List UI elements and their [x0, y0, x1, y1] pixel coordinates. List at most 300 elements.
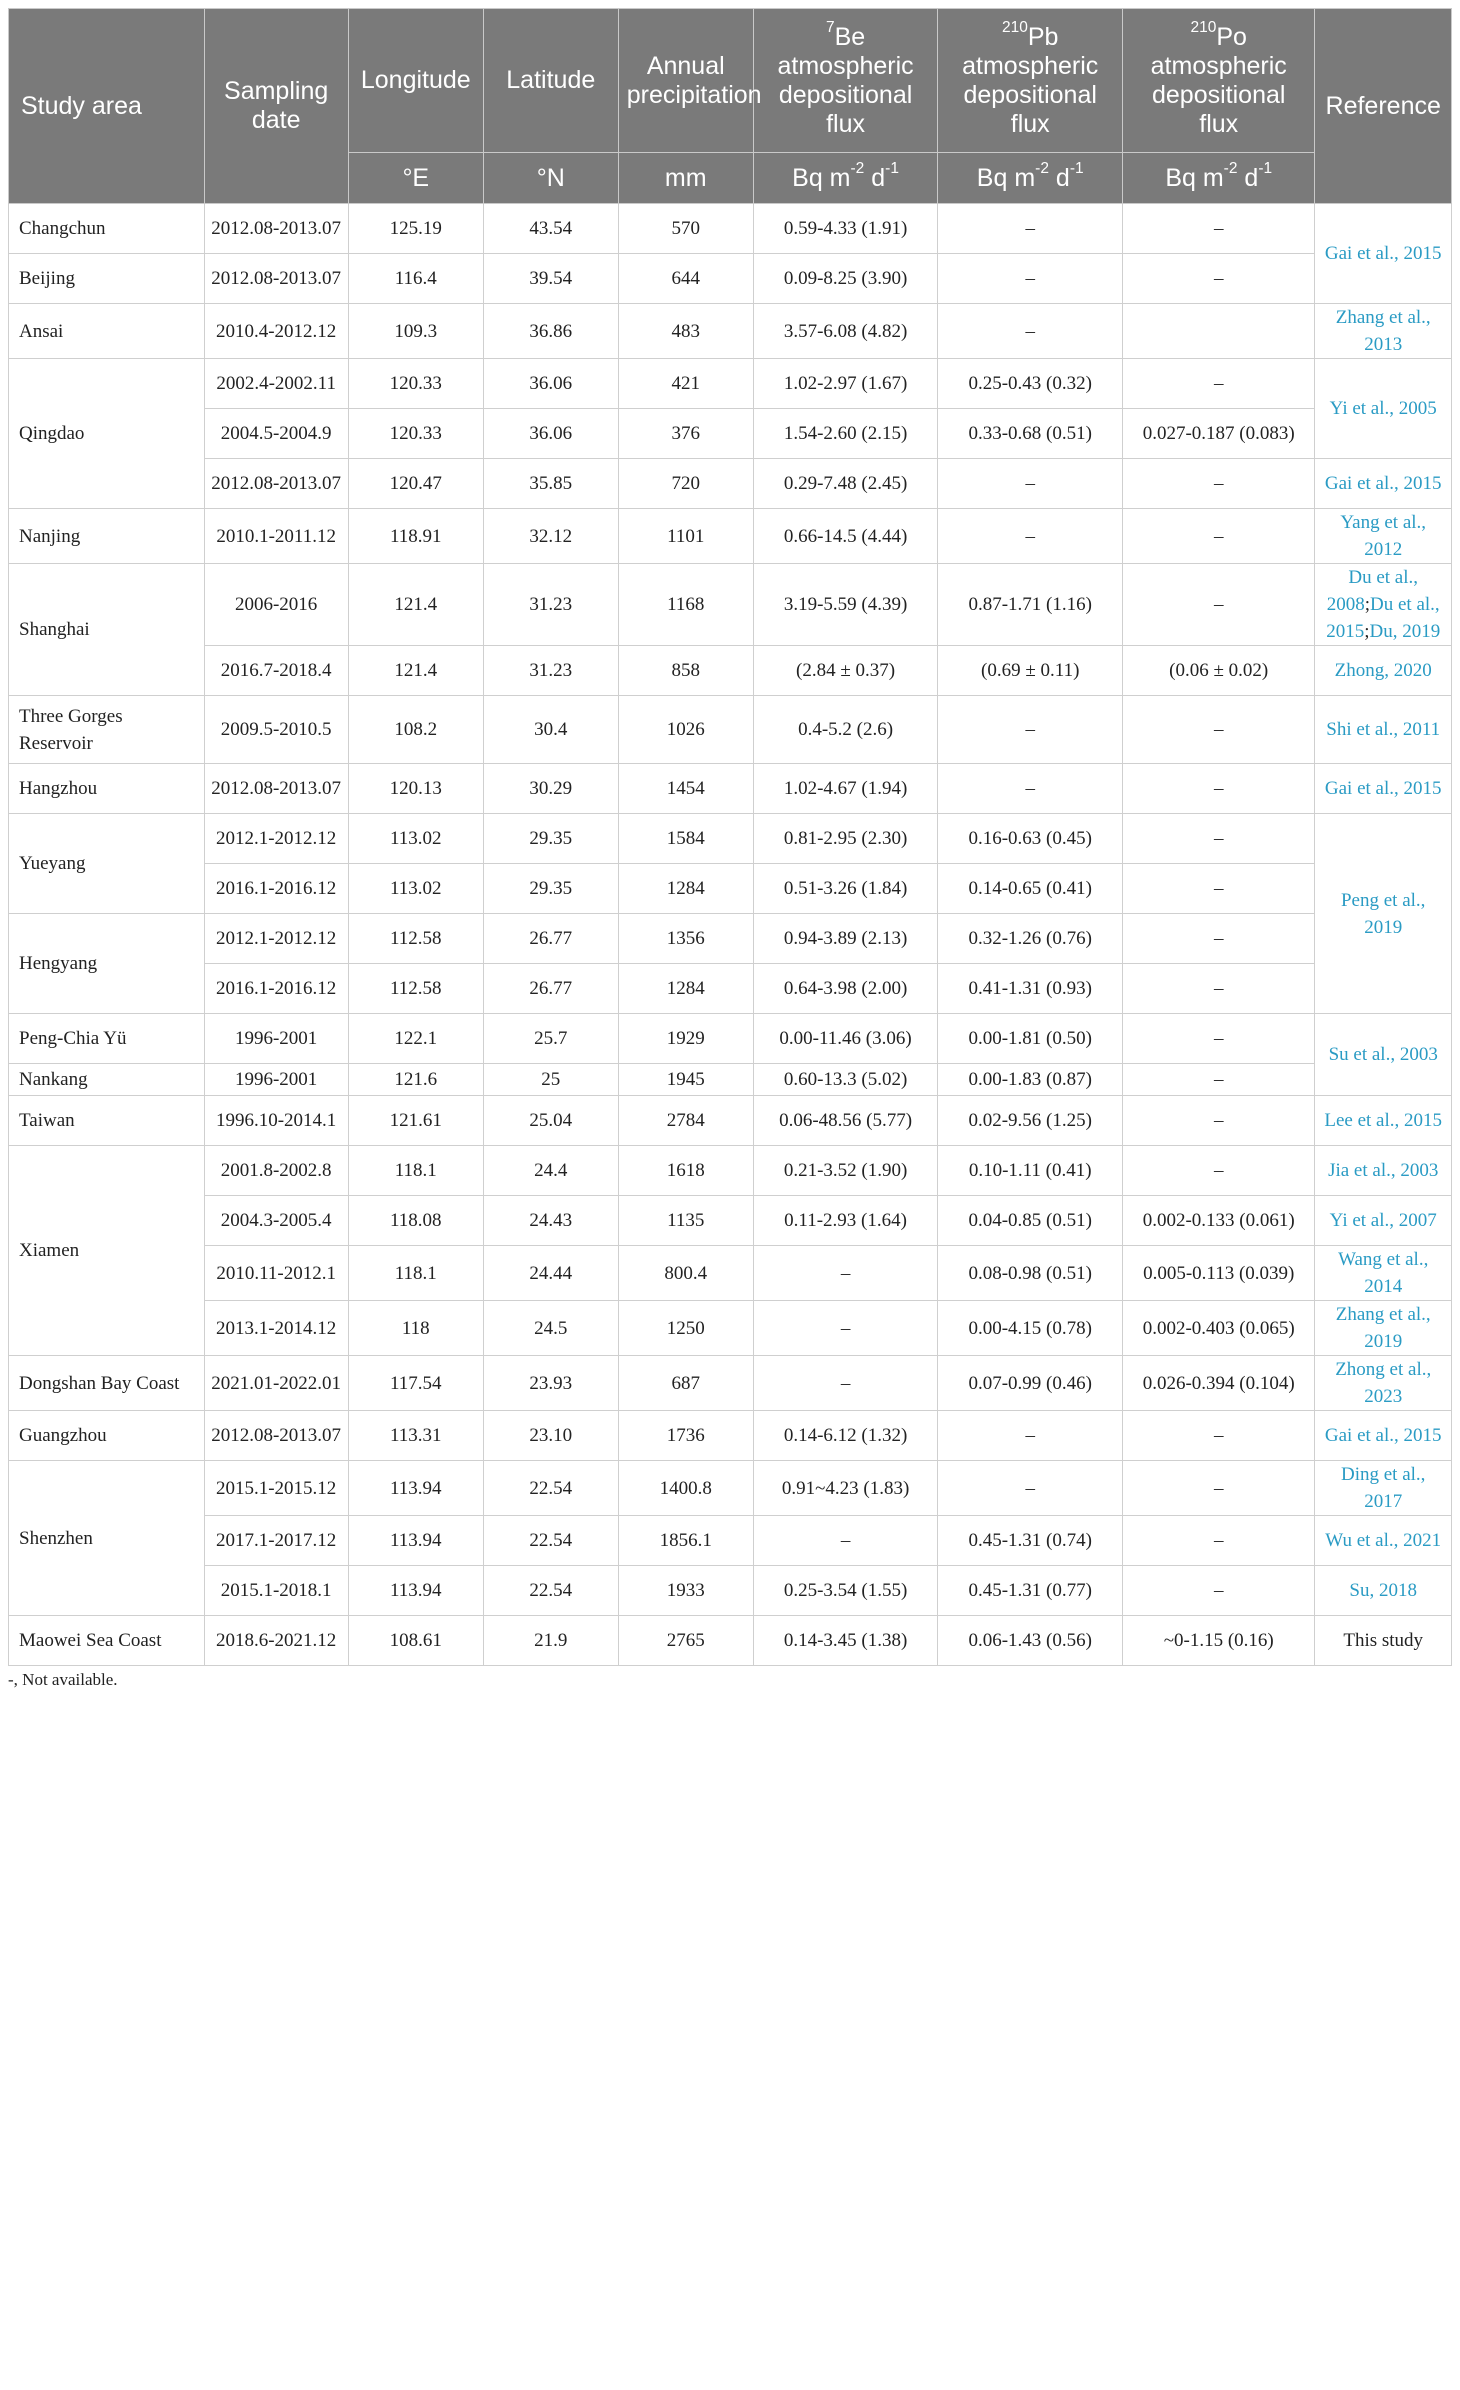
cell-po210-flux: –: [1123, 1566, 1315, 1616]
cell-pb210-flux: 0.45-1.31 (0.74): [938, 1516, 1123, 1566]
cell-reference: [1315, 204, 1452, 304]
cell-sampling-date: 2012.08-2013.07: [204, 459, 348, 509]
cell-be7-flux: 0.4-5.2 (2.6): [753, 696, 938, 764]
cell-longitude: 112.58: [348, 914, 483, 964]
table-body: [9, 204, 1452, 1666]
cell-pb210-flux: 0.41-1.31 (0.93): [938, 964, 1123, 1014]
cell-study-area: Yueyang: [9, 814, 205, 914]
unit-po210-flux: Bq $m^{-2}$ $d^{-1}$: [1123, 153, 1315, 204]
header-po210-flux: [1123, 9, 1315, 153]
cell-be7-flux: 0.91~4.23 (1.83): [753, 1461, 938, 1516]
cell-study-area: Guangzhou: [9, 1411, 205, 1461]
cell-study-area: Three Gorges Reservoir: [9, 696, 205, 764]
cell-reference: [1315, 459, 1452, 509]
cell-study-area: Ansai: [9, 304, 205, 359]
cell-longitude: 118.1: [348, 1146, 483, 1196]
table-row: [9, 1014, 1452, 1064]
table-row: [9, 1096, 1452, 1146]
cell-longitude: 113.94: [348, 1461, 483, 1516]
cell-pb210-flux: 0.14-0.65 (0.41): [938, 864, 1123, 914]
header-pb210-flux: [938, 9, 1123, 153]
cell-study-area: Dongshan Bay Coast: [9, 1356, 205, 1411]
cell-po210-flux: –: [1123, 696, 1315, 764]
cell-study-area: Maowei Sea Coast: [9, 1616, 205, 1666]
cell-study-area: Shanghai: [9, 564, 205, 696]
cell-po210-flux: –: [1123, 1411, 1315, 1461]
cell-po210-flux: 0.026-0.394 (0.104): [1123, 1356, 1315, 1411]
cell-latitude: 22.54: [483, 1461, 618, 1516]
cell-reference: [1315, 814, 1452, 1014]
cell-longitude: 121.61: [348, 1096, 483, 1146]
cell-latitude: 25: [483, 1064, 618, 1096]
cell-po210-flux: 0.027-0.187 (0.083): [1123, 409, 1315, 459]
cell-latitude: 32.12: [483, 509, 618, 564]
cell-latitude: 30.29: [483, 764, 618, 814]
reference-link[interactable]: Wang et al., 2014: [1338, 1249, 1429, 1297]
cell-longitude: 113.94: [348, 1516, 483, 1566]
cell-precipitation: 1929: [618, 1014, 753, 1064]
cell-be7-flux: 3.57-6.08 (4.82): [753, 304, 938, 359]
header-latitude: Latitude: [483, 9, 618, 153]
cell-latitude: 22.54: [483, 1516, 618, 1566]
cell-study-area: Nanjing: [9, 509, 205, 564]
cell-latitude: 24.44: [483, 1246, 618, 1301]
cell-precipitation: 720: [618, 459, 753, 509]
cell-reference: [1315, 1516, 1452, 1566]
cell-reference: [1315, 764, 1452, 814]
cell-longitude: 113.02: [348, 814, 483, 864]
reference-link[interactable]: Zhang et al., 2013: [1335, 307, 1431, 355]
cell-precipitation: 858: [618, 646, 753, 696]
cell-po210-flux: ~0-1.15 (0.16): [1123, 1616, 1315, 1666]
table-row: [9, 304, 1452, 359]
cell-pb210-flux: 0.10-1.11 (0.41): [938, 1146, 1123, 1196]
cell-sampling-date: 2010.11-2012.1: [204, 1246, 348, 1301]
cell-longitude: 120.13: [348, 764, 483, 814]
cell-be7-flux: –: [753, 1356, 938, 1411]
cell-precipitation: 1400.8: [618, 1461, 753, 1516]
cell-longitude: 121.6: [348, 1064, 483, 1096]
cell-pb210-flux: –: [938, 696, 1123, 764]
cell-sampling-date: 2017.1-2017.12: [204, 1516, 348, 1566]
cell-pb210-flux: –: [938, 254, 1123, 304]
cell-be7-flux: 0.59-4.33 (1.91): [753, 204, 938, 254]
cell-precipitation: 687: [618, 1356, 753, 1411]
cell-reference: [1315, 564, 1452, 646]
pb210-superscript: 210: [1001, 18, 1028, 36]
cell-longitude: 108.2: [348, 696, 483, 764]
table-row: [9, 1616, 1452, 1666]
cell-sampling-date: 2012.08-2013.07: [204, 764, 348, 814]
cell-pb210-flux: –: [938, 764, 1123, 814]
cell-study-area: Hangzhou: [9, 764, 205, 814]
table-row: [9, 1461, 1452, 1516]
cell-be7-flux: –: [753, 1301, 938, 1356]
reference-link[interactable]: Yi et al., 2005: [1329, 398, 1437, 419]
cell-pb210-flux: –: [938, 459, 1123, 509]
reference-link[interactable]: Gai et al., 2015: [1324, 1425, 1442, 1446]
table-row: [9, 254, 1452, 304]
cell-sampling-date: 2004.3-2005.4: [204, 1196, 348, 1246]
table-row: [9, 964, 1452, 1014]
cell-longitude: 120.33: [348, 409, 483, 459]
cell-sampling-date: 1996-2001: [204, 1064, 348, 1096]
cell-sampling-date: 2002.4-2002.11: [204, 359, 348, 409]
cell-longitude: 117.54: [348, 1356, 483, 1411]
cell-latitude: 23.93: [483, 1356, 618, 1411]
cell-sampling-date: 2010.1-2011.12: [204, 509, 348, 564]
table-row: [9, 1356, 1452, 1411]
cell-pb210-flux: (0.69 ± 0.11): [938, 646, 1123, 696]
header-study-area: Study area: [9, 9, 205, 204]
cell-latitude: 24.5: [483, 1301, 618, 1356]
cell-po210-flux: –: [1123, 864, 1315, 914]
cell-precipitation: 644: [618, 254, 753, 304]
cell-reference: [1315, 509, 1452, 564]
table-row: [9, 1411, 1452, 1461]
cell-reference: [1315, 1246, 1452, 1301]
reference-link[interactable]: Yang et al., 2012: [1340, 512, 1427, 560]
cell-be7-flux: 0.14-6.12 (1.32): [753, 1411, 938, 1461]
cell-study-area: Qingdao: [9, 359, 205, 509]
cell-longitude: 118: [348, 1301, 483, 1356]
cell-sampling-date: 2016.1-2016.12: [204, 964, 348, 1014]
cell-precipitation: 1026: [618, 696, 753, 764]
cell-reference: [1315, 1196, 1452, 1246]
cell-reference: [1315, 696, 1452, 764]
cell-reference: [1315, 304, 1452, 359]
cell-po210-flux: –: [1123, 509, 1315, 564]
cell-longitude: 108.61: [348, 1616, 483, 1666]
reference-link[interactable]: Peng et al., 2019: [1340, 889, 1426, 938]
cell-sampling-date: 2021.01-2022.01: [204, 1356, 348, 1411]
cell-precipitation: 2784: [618, 1096, 753, 1146]
cell-sampling-date: 2015.1-2015.12: [204, 1461, 348, 1516]
cell-study-area: Shenzhen: [9, 1461, 205, 1616]
cell-precipitation: 1736: [618, 1411, 753, 1461]
cell-reference: [1315, 1616, 1452, 1666]
cell-latitude: 39.54: [483, 254, 618, 304]
cell-po210-flux: –: [1123, 814, 1315, 864]
cell-be7-flux: 0.64-3.98 (2.00): [753, 964, 938, 1014]
cell-longitude: 120.47: [348, 459, 483, 509]
cell-po210-flux: 0.002-0.133 (0.061): [1123, 1196, 1315, 1246]
cell-sampling-date: 2004.5-2004.9: [204, 409, 348, 459]
cell-longitude: 121.4: [348, 564, 483, 646]
cell-pb210-flux: 0.02-9.56 (1.25): [938, 1096, 1123, 1146]
cell-po210-flux: –: [1123, 359, 1315, 409]
cell-pb210-flux: 0.06-1.43 (0.56): [938, 1616, 1123, 1666]
cell-latitude: 43.54: [483, 204, 618, 254]
cell-study-area: Hengyang: [9, 914, 205, 1014]
cell-longitude: 113.94: [348, 1566, 483, 1616]
cell-sampling-date: 1996-2001: [204, 1014, 348, 1064]
cell-be7-flux: 3.19-5.59 (4.39): [753, 564, 938, 646]
cell-precipitation: 1135: [618, 1196, 753, 1246]
cell-longitude: 116.4: [348, 254, 483, 304]
cell-po210-flux: [1123, 304, 1315, 359]
cell-be7-flux: 0.94-3.89 (2.13): [753, 914, 938, 964]
cell-latitude: 35.85: [483, 459, 618, 509]
table-row: [9, 1246, 1452, 1301]
reference-link[interactable]: Ding et al., 2017: [1340, 1464, 1426, 1512]
reference-link[interactable]: Gai et al., 2015: [1324, 473, 1442, 494]
cell-precipitation: 1284: [618, 864, 753, 914]
header-longitude: Longitude: [348, 9, 483, 153]
cell-precipitation: 1356: [618, 914, 753, 964]
cell-po210-flux: –: [1123, 914, 1315, 964]
table-row: [9, 914, 1452, 964]
cell-latitude: 26.77: [483, 964, 618, 1014]
cell-latitude: 31.23: [483, 646, 618, 696]
deposition-flux-table: [8, 8, 1452, 1666]
cell-sampling-date: 2015.1-2018.1: [204, 1566, 348, 1616]
cell-longitude: 121.4: [348, 646, 483, 696]
cell-be7-flux: –: [753, 1246, 938, 1301]
cell-longitude: 112.58: [348, 964, 483, 1014]
unit-be7-flux: Bq $m^{-2}$ $d^{-1}$: [753, 153, 938, 204]
table-row: [9, 1516, 1452, 1566]
reference-link[interactable]: Du, 2019: [1369, 621, 1441, 642]
unit-latitude: °N: [483, 153, 618, 204]
cell-precipitation: 1933: [618, 1566, 753, 1616]
cell-be7-flux: 0.66-14.5 (4.44): [753, 509, 938, 564]
cell-po210-flux: –: [1123, 1096, 1315, 1146]
reference-text: This study: [1343, 1630, 1424, 1651]
unit-pb210-flux: Bq $m^{-2}$ $d^{-1}$: [938, 153, 1123, 204]
cell-longitude: 113.31: [348, 1411, 483, 1461]
cell-be7-flux: 1.54-2.60 (2.15): [753, 409, 938, 459]
cell-reference: [1315, 1566, 1452, 1616]
cell-reference: [1315, 1461, 1452, 1516]
cell-be7-flux: 0.00-11.46 (3.06): [753, 1014, 938, 1064]
cell-po210-flux: 0.005-0.113 (0.039): [1123, 1246, 1315, 1301]
po210-label: Po atmospheric depositional flux: [1150, 22, 1287, 138]
table-row: [9, 509, 1452, 564]
cell-longitude: 118.1: [348, 1246, 483, 1301]
cell-pb210-flux: –: [938, 1461, 1123, 1516]
cell-be7-flux: 0.29-7.48 (2.45): [753, 459, 938, 509]
cell-study-area: Taiwan: [9, 1096, 205, 1146]
cell-sampling-date: 2012.08-2013.07: [204, 1411, 348, 1461]
cell-precipitation: 1618: [618, 1146, 753, 1196]
cell-pb210-flux: 0.16-0.63 (0.45): [938, 814, 1123, 864]
reference-link[interactable]: Zhong et al., 2023: [1335, 1359, 1432, 1407]
reference-link[interactable]: Gai et al., 2015: [1324, 778, 1442, 799]
cell-precipitation: 570: [618, 204, 753, 254]
cell-po210-flux: –: [1123, 1014, 1315, 1064]
cell-sampling-date: 2012.1-2012.12: [204, 914, 348, 964]
cell-pb210-flux: 0.87-1.71 (1.16): [938, 564, 1123, 646]
cell-po210-flux: –: [1123, 1064, 1315, 1096]
table-row: [9, 814, 1452, 864]
reference-link[interactable]: Zhong, 2020: [1334, 660, 1432, 681]
cell-po210-flux: –: [1123, 459, 1315, 509]
cell-precipitation: 483: [618, 304, 753, 359]
header-be7-flux: [753, 9, 938, 153]
reference-link[interactable]: Yi et al., 2007: [1329, 1210, 1437, 1231]
table-header: [9, 9, 1452, 204]
reference-link[interactable]: Shi et al., 2011: [1326, 719, 1441, 740]
cell-latitude: 24.4: [483, 1146, 618, 1196]
cell-po210-flux: (0.06 ± 0.02): [1123, 646, 1315, 696]
reference-separator: ;: [1364, 621, 1370, 642]
table-row: [9, 459, 1452, 509]
cell-be7-flux: 0.81-2.95 (2.30): [753, 814, 938, 864]
cell-sampling-date: 2018.6-2021.12: [204, 1616, 348, 1666]
cell-reference: [1315, 359, 1452, 459]
be7-label: Be atmospheric depositional flux: [777, 22, 914, 138]
header-annual-precipitation: Annual precipitation: [618, 9, 753, 153]
cell-longitude: 120.33: [348, 359, 483, 409]
cell-study-area: Nankang: [9, 1064, 205, 1096]
cell-pb210-flux: –: [938, 509, 1123, 564]
cell-be7-flux: 0.21-3.52 (1.90): [753, 1146, 938, 1196]
cell-po210-flux: –: [1123, 564, 1315, 646]
table-row: [9, 764, 1452, 814]
cell-po210-flux: –: [1123, 764, 1315, 814]
cell-sampling-date: 2006-2016: [204, 564, 348, 646]
cell-latitude: 30.4: [483, 696, 618, 764]
cell-precipitation: 421: [618, 359, 753, 409]
cell-sampling-date: 2010.4-2012.12: [204, 304, 348, 359]
cell-pb210-flux: 0.04-0.85 (0.51): [938, 1196, 1123, 1246]
cell-latitude: 31.23: [483, 564, 618, 646]
cell-pb210-flux: 0.00-1.81 (0.50): [938, 1014, 1123, 1064]
cell-precipitation: 1101: [618, 509, 753, 564]
cell-precipitation: 1168: [618, 564, 753, 646]
cell-pb210-flux: –: [938, 304, 1123, 359]
table-row: [9, 1064, 1452, 1096]
cell-precipitation: 2765: [618, 1616, 753, 1666]
cell-pb210-flux: 0.00-1.83 (0.87): [938, 1064, 1123, 1096]
unit-precipitation: mm: [618, 153, 753, 204]
header-reference: Reference: [1315, 9, 1452, 204]
reference-link[interactable]: Jia et al., 2003: [1328, 1160, 1439, 1181]
pb210-label: Pb atmospheric depositional flux: [962, 22, 1099, 138]
table-row: [9, 864, 1452, 914]
cell-pb210-flux: 0.33-0.68 (0.51): [938, 409, 1123, 459]
header-sampling-date: Sampling date: [204, 9, 348, 204]
table-footnote: -, Not available.: [8, 1670, 118, 1689]
cell-be7-flux: 0.51-3.26 (1.84): [753, 864, 938, 914]
cell-latitude: 25.7: [483, 1014, 618, 1064]
cell-precipitation: 800.4: [618, 1246, 753, 1301]
cell-latitude: 26.77: [483, 914, 618, 964]
reference-link[interactable]: Su et al., 2003: [1328, 1044, 1438, 1065]
cell-po210-flux: –: [1123, 964, 1315, 1014]
cell-latitude: 36.86: [483, 304, 618, 359]
reference-link[interactable]: Wu et al., 2021: [1325, 1530, 1442, 1551]
cell-sampling-date: 2016.1-2016.12: [204, 864, 348, 914]
cell-be7-flux: 0.14-3.45 (1.38): [753, 1616, 938, 1666]
cell-pb210-flux: 0.32-1.26 (0.76): [938, 914, 1123, 964]
cell-latitude: 36.06: [483, 409, 618, 459]
reference-link[interactable]: Du et al., 2015: [1326, 594, 1440, 642]
cell-precipitation: 1284: [618, 964, 753, 1014]
cell-be7-flux: (2.84 ± 0.37): [753, 646, 938, 696]
cell-study-area: Xiamen: [9, 1146, 205, 1356]
cell-pb210-flux: 0.08-0.98 (0.51): [938, 1246, 1123, 1301]
cell-longitude: 118.08: [348, 1196, 483, 1246]
be7-superscript: 7: [825, 18, 835, 36]
cell-reference: [1315, 1096, 1452, 1146]
reference-link[interactable]: Gai et al., 2015: [1324, 243, 1442, 264]
cell-be7-flux: –: [753, 1516, 938, 1566]
table-row: [9, 696, 1452, 764]
reference-link[interactable]: Zhang et al., 2019: [1335, 1304, 1431, 1352]
cell-pb210-flux: 0.25-0.43 (0.32): [938, 359, 1123, 409]
cell-sampling-date: 2012.1-2012.12: [204, 814, 348, 864]
cell-latitude: 23.10: [483, 1411, 618, 1461]
po210-superscript: 210: [1190, 18, 1217, 36]
cell-pb210-flux: 0.07-0.99 (0.46): [938, 1356, 1123, 1411]
cell-study-area: Beijing: [9, 254, 205, 304]
cell-be7-flux: 0.09-8.25 (3.90): [753, 254, 938, 304]
cell-latitude: 36.06: [483, 359, 618, 409]
cell-reference: [1315, 646, 1452, 696]
cell-precipitation: 376: [618, 409, 753, 459]
cell-pb210-flux: 0.00-4.15 (0.78): [938, 1301, 1123, 1356]
cell-be7-flux: 0.60-13.3 (5.02): [753, 1064, 938, 1096]
table-row: [9, 409, 1452, 459]
reference-link[interactable]: Su, 2018: [1349, 1580, 1417, 1601]
cell-sampling-date: 2012.08-2013.07: [204, 204, 348, 254]
table-row: [9, 1301, 1452, 1356]
cell-be7-flux: 1.02-2.97 (1.67): [753, 359, 938, 409]
cell-latitude: 29.35: [483, 814, 618, 864]
cell-be7-flux: 0.06-48.56 (5.77): [753, 1096, 938, 1146]
cell-latitude: 21.9: [483, 1616, 618, 1666]
unit-longitude: °E: [348, 153, 483, 204]
cell-study-area: Peng-Chia Yü: [9, 1014, 205, 1064]
cell-longitude: 113.02: [348, 864, 483, 914]
cell-be7-flux: 0.25-3.54 (1.55): [753, 1566, 938, 1616]
table-row: [9, 204, 1452, 254]
cell-be7-flux: 1.02-4.67 (1.94): [753, 764, 938, 814]
cell-precipitation: 1945: [618, 1064, 753, 1096]
cell-longitude: 109.3: [348, 304, 483, 359]
data-table-container: [8, 8, 1452, 1690]
cell-sampling-date: 1996.10-2014.1: [204, 1096, 348, 1146]
cell-po210-flux: –: [1123, 1146, 1315, 1196]
reference-link[interactable]: Lee et al., 2015: [1324, 1110, 1443, 1131]
cell-longitude: 122.1: [348, 1014, 483, 1064]
cell-be7-flux: 0.11-2.93 (1.64): [753, 1196, 938, 1246]
cell-reference: [1315, 1146, 1452, 1196]
cell-latitude: 29.35: [483, 864, 618, 914]
cell-po210-flux: –: [1123, 254, 1315, 304]
cell-reference: [1315, 1411, 1452, 1461]
cell-latitude: 24.43: [483, 1196, 618, 1246]
cell-study-area: Changchun: [9, 204, 205, 254]
cell-po210-flux: –: [1123, 1516, 1315, 1566]
cell-precipitation: 1584: [618, 814, 753, 864]
cell-sampling-date: 2001.8-2002.8: [204, 1146, 348, 1196]
table-row: [9, 1146, 1452, 1196]
cell-latitude: 25.04: [483, 1096, 618, 1146]
cell-pb210-flux: –: [938, 204, 1123, 254]
cell-longitude: 118.91: [348, 509, 483, 564]
cell-pb210-flux: –: [938, 1411, 1123, 1461]
cell-sampling-date: 2009.5-2010.5: [204, 696, 348, 764]
cell-reference: [1315, 1301, 1452, 1356]
reference-link[interactable]: Du et al., 2008: [1326, 567, 1419, 615]
reference-separator: ;: [1364, 594, 1371, 615]
table-row: [9, 359, 1452, 409]
cell-po210-flux: –: [1123, 204, 1315, 254]
cell-pb210-flux: 0.45-1.31 (0.77): [938, 1566, 1123, 1616]
